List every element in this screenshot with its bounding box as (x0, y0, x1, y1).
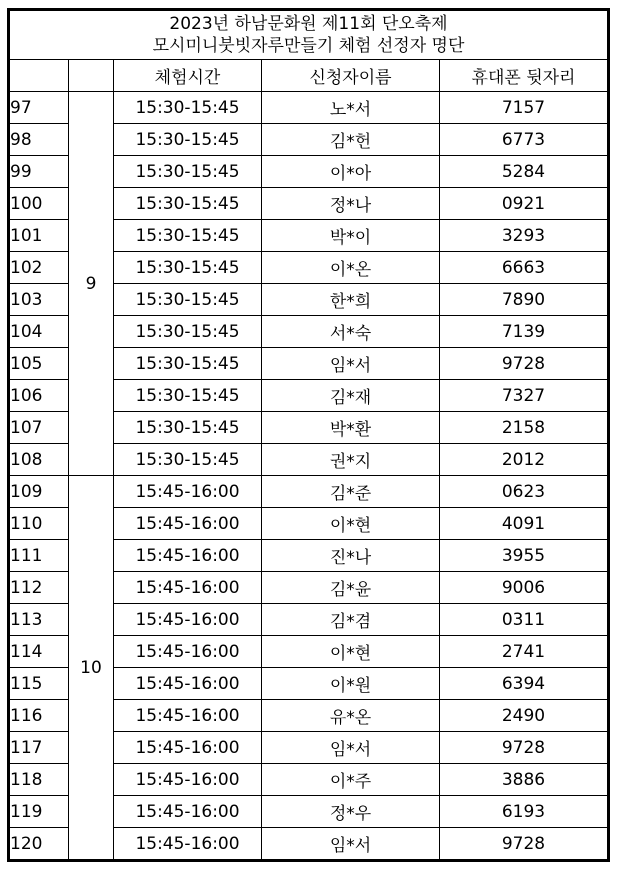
row-number: 99 (10, 156, 69, 188)
row-number: 97 (10, 92, 69, 124)
phone-last-digits: 9728 (440, 828, 608, 860)
phone-last-digits: 9728 (440, 348, 608, 380)
title-line-1: 2023년 하남문화원 제11회 단오축제 (169, 14, 448, 34)
row-number: 116 (10, 700, 69, 732)
experience-time: 15:30-15:45 (114, 380, 262, 412)
experience-time: 15:45-16:00 (114, 540, 262, 572)
experience-time: 15:45-16:00 (114, 732, 262, 764)
applicant-name: 진*나 (262, 540, 440, 572)
row-number: 117 (10, 732, 69, 764)
row-number: 102 (10, 252, 69, 284)
applicant-name: 노*서 (262, 92, 440, 124)
roster-body (10, 92, 608, 860)
experience-time: 15:30-15:45 (114, 252, 262, 284)
applicant-name: 이*현 (262, 636, 440, 668)
applicant-name: 김*재 (262, 380, 440, 412)
applicant-name: 한*희 (262, 284, 440, 316)
applicant-name: 김*윤 (262, 572, 440, 604)
row-number: 113 (10, 604, 69, 636)
experience-time: 15:45-16:00 (114, 828, 262, 860)
phone-last-digits: 2012 (440, 444, 608, 476)
phone-last-digits: 7890 (440, 284, 608, 316)
header-number (10, 60, 69, 92)
applicant-name: 이*원 (262, 668, 440, 700)
header-group (69, 60, 114, 92)
applicant-name: 이*아 (262, 156, 440, 188)
row-number: 106 (10, 380, 69, 412)
phone-last-digits: 0921 (440, 188, 608, 220)
applicant-name: 박*환 (262, 412, 440, 444)
header-time: 체험시간 (114, 60, 262, 92)
applicant-name: 임*서 (262, 348, 440, 380)
row-number: 107 (10, 412, 69, 444)
experience-time: 15:30-15:45 (114, 412, 262, 444)
header-phone: 휴대폰 뒷자리 (440, 60, 608, 92)
phone-last-digits: 9728 (440, 732, 608, 764)
row-number: 115 (10, 668, 69, 700)
phone-last-digits: 3955 (440, 540, 608, 572)
phone-last-digits: 3886 (440, 764, 608, 796)
applicant-name: 정*우 (262, 796, 440, 828)
row-number: 119 (10, 796, 69, 828)
applicant-name: 임*서 (262, 732, 440, 764)
experience-time: 15:30-15:45 (114, 220, 262, 252)
selectee-roster-table (9, 10, 608, 860)
phone-last-digits: 6394 (440, 668, 608, 700)
applicant-name: 이*현 (262, 508, 440, 540)
row-number: 104 (10, 316, 69, 348)
experience-time: 15:45-16:00 (114, 796, 262, 828)
experience-time: 15:30-15:45 (114, 316, 262, 348)
experience-time: 15:45-16:00 (114, 636, 262, 668)
phone-last-digits: 2158 (440, 412, 608, 444)
applicant-name: 서*숙 (262, 316, 440, 348)
row-number: 118 (10, 764, 69, 796)
phone-last-digits: 7157 (440, 92, 608, 124)
table-row (10, 92, 608, 124)
phone-last-digits: 7327 (440, 380, 608, 412)
phone-last-digits: 4091 (440, 508, 608, 540)
row-number: 100 (10, 188, 69, 220)
applicant-name: 김*겸 (262, 604, 440, 636)
header-row (10, 60, 608, 92)
row-number: 98 (10, 124, 69, 156)
table-row (10, 476, 608, 508)
session-group: 10 (69, 476, 114, 860)
experience-time: 15:45-16:00 (114, 764, 262, 796)
row-number: 112 (10, 572, 69, 604)
row-number: 109 (10, 476, 69, 508)
phone-last-digits: 3293 (440, 220, 608, 252)
applicant-name: 김*준 (262, 476, 440, 508)
experience-time: 15:45-16:00 (114, 476, 262, 508)
title-line-2: 모시미니붓빗자루만들기 체험 선정자 명단 (152, 36, 465, 56)
applicant-name: 김*헌 (262, 124, 440, 156)
row-number: 105 (10, 348, 69, 380)
applicant-name: 임*서 (262, 828, 440, 860)
session-group: 9 (69, 92, 114, 476)
row-number: 111 (10, 540, 69, 572)
phone-last-digits: 6663 (440, 252, 608, 284)
row-number: 101 (10, 220, 69, 252)
title-row (10, 11, 608, 60)
phone-last-digits: 5284 (440, 156, 608, 188)
experience-time: 15:30-15:45 (114, 348, 262, 380)
experience-time: 15:30-15:45 (114, 92, 262, 124)
phone-last-digits: 0311 (440, 604, 608, 636)
applicant-name: 정*나 (262, 188, 440, 220)
phone-last-digits: 0623 (440, 476, 608, 508)
row-number: 114 (10, 636, 69, 668)
phone-last-digits: 6773 (440, 124, 608, 156)
applicant-name: 이*온 (262, 252, 440, 284)
phone-last-digits: 2741 (440, 636, 608, 668)
row-number: 110 (10, 508, 69, 540)
experience-time: 15:30-15:45 (114, 284, 262, 316)
experience-time: 15:30-15:45 (114, 156, 262, 188)
row-number: 120 (10, 828, 69, 860)
experience-time: 15:45-16:00 (114, 508, 262, 540)
experience-time: 15:30-15:45 (114, 444, 262, 476)
applicant-name: 유*온 (262, 700, 440, 732)
applicant-name: 박*이 (262, 220, 440, 252)
phone-last-digits: 7139 (440, 316, 608, 348)
applicant-name: 권*지 (262, 444, 440, 476)
header-name: 신청자이름 (262, 60, 440, 92)
experience-time: 15:45-16:00 (114, 604, 262, 636)
experience-time: 15:30-15:45 (114, 188, 262, 220)
experience-time: 15:30-15:45 (114, 124, 262, 156)
experience-time: 15:45-16:00 (114, 668, 262, 700)
phone-last-digits: 2490 (440, 700, 608, 732)
row-number: 103 (10, 284, 69, 316)
phone-last-digits: 6193 (440, 796, 608, 828)
phone-last-digits: 9006 (440, 572, 608, 604)
table-title (10, 11, 608, 60)
applicant-name: 이*주 (262, 764, 440, 796)
experience-time: 15:45-16:00 (114, 700, 262, 732)
row-number: 108 (10, 444, 69, 476)
experience-time: 15:45-16:00 (114, 572, 262, 604)
